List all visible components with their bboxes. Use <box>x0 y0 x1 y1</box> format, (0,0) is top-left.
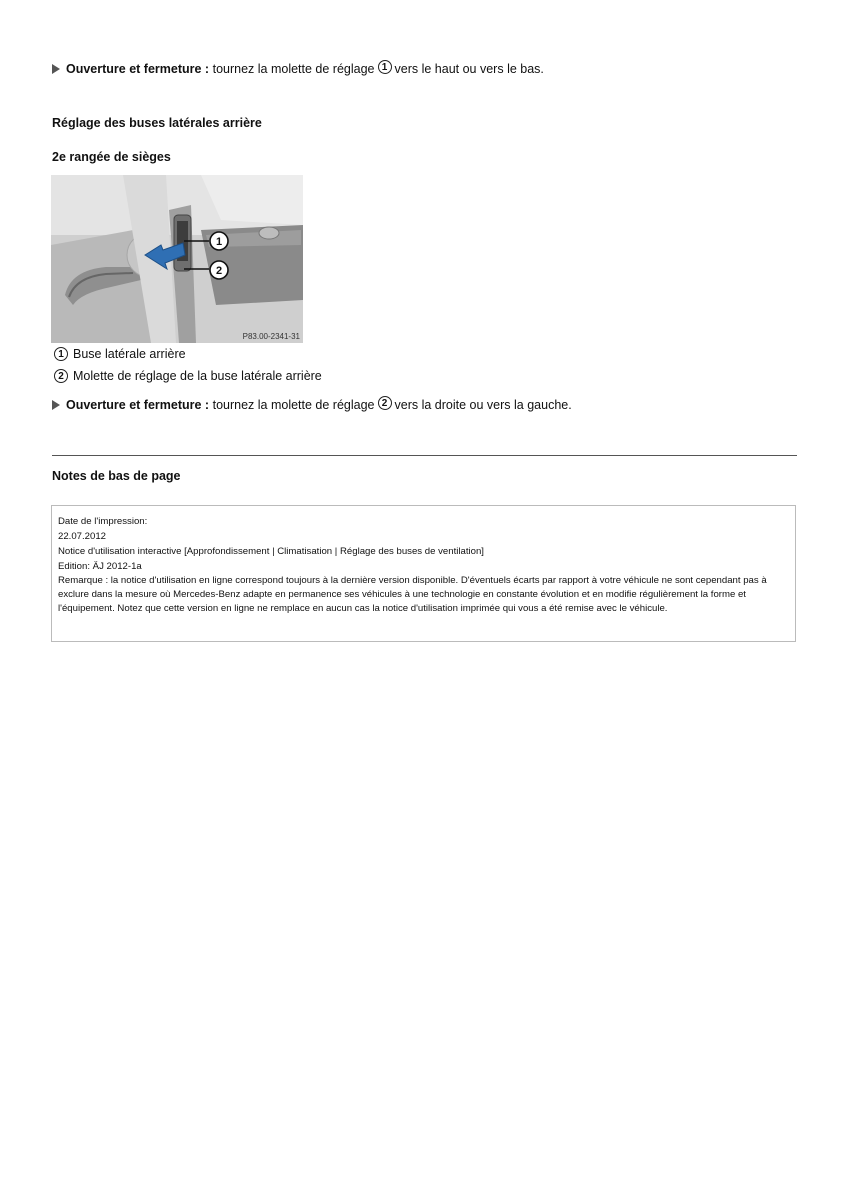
footnotes-title: Notes de bas de page <box>52 469 181 483</box>
edition: Edition: ÄJ 2012-1a <box>58 561 142 572</box>
print-info-box <box>51 505 796 642</box>
section-divider <box>52 455 797 456</box>
step-label: Ouverture et fermeture : <box>66 62 210 76</box>
callout-number-icon: 2 <box>54 369 68 383</box>
step-text-end: vers la droite ou vers la gauche. <box>394 398 572 412</box>
instruction-step-1 <box>52 62 544 76</box>
bullet-arrow-icon <box>52 400 60 410</box>
print-date: 22.07.2012 <box>58 531 107 542</box>
callout-number-icon: 1 <box>378 60 392 74</box>
legend-text: Buse latérale arrière <box>73 347 186 361</box>
callout-number-icon: 2 <box>378 396 392 410</box>
step-text-end: vers le haut ou vers le bas. <box>394 62 544 76</box>
legend-item-2 <box>54 369 322 383</box>
step-label: Ouverture et fermeture : <box>66 398 210 412</box>
subsection-title: 2e rangée de sièges <box>52 150 171 164</box>
vent-nozzle-photo <box>51 175 303 343</box>
callout-number-icon: 1 <box>54 347 68 361</box>
section-title: Réglage des buses latérales arrière <box>52 116 262 130</box>
figure-callout-2: 2 <box>215 265 223 277</box>
step-text: tournez la molette de réglage <box>212 398 375 412</box>
breadcrumb: Notice d'utilisation interactive [Approfondissement | Climatisation | Réglage des buses de ventilation] <box>58 546 484 557</box>
remark-text: Remarque : la notice d'utilisation en ligne correspond toujours à la dernière version disponible. D'éventuels écarts par rapport à votre véhicule ne sont cependant pas à exclure dans la mesure où Mercedes-Benz adapte en permanence ses véhicules à une technologie en constante évolution et en modifie régulièrement la forme et l'équipement. Notez que cette version en ligne ne remplace en aucun cas la notice d'utilisation imprimée qui vous a été remise avec le véhicule. <box>58 575 767 614</box>
instruction-step-2 <box>52 398 572 412</box>
figure-callout-1: 1 <box>215 236 223 248</box>
legend-item-1 <box>54 347 186 361</box>
bullet-arrow-icon <box>52 64 60 74</box>
figure-code: P83.00-2341-31 <box>242 332 300 341</box>
print-date-label: Date de l'impression: <box>58 516 148 527</box>
step-text: tournez la molette de réglage <box>212 62 375 76</box>
legend-text: Molette de réglage de la buse latérale arrière <box>73 369 322 383</box>
